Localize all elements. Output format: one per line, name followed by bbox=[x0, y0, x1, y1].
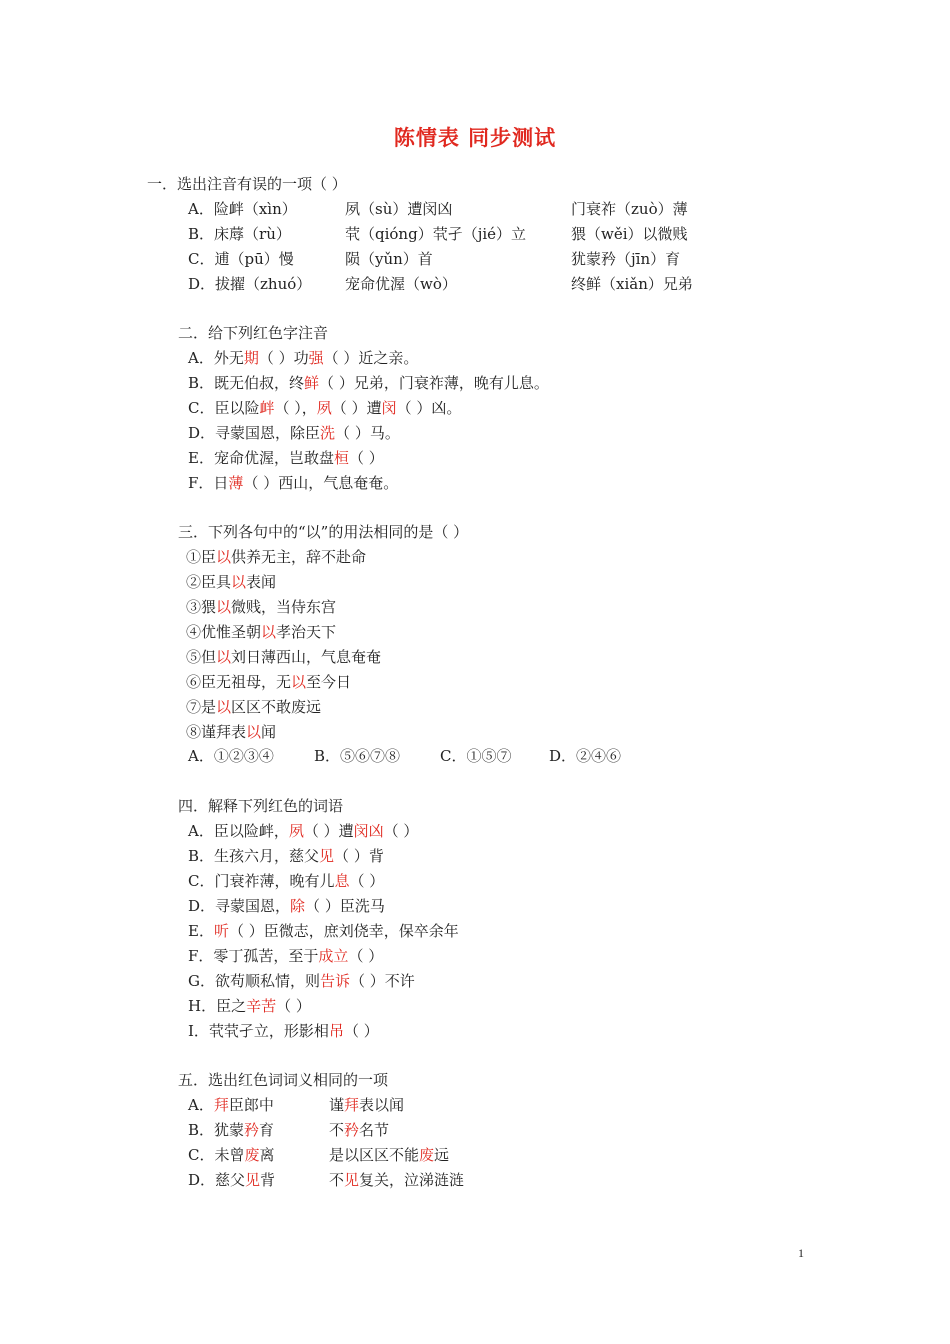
text-segment: （ ）凶。 bbox=[396, 399, 462, 417]
q5-option-cell bbox=[188, 1145, 275, 1165]
highlighted-word: 吊 bbox=[328, 1022, 344, 1040]
q3-option: B．⑤⑥⑦⑧ bbox=[314, 747, 401, 765]
page-title: 陈情表 同步测试 bbox=[393, 126, 557, 150]
text-segment: ⑤但 bbox=[186, 648, 217, 666]
q3-sentence bbox=[186, 722, 276, 742]
q1-option-cell: 终鲜（xiǎn）兄弟 bbox=[571, 275, 693, 293]
text-segment: 名节 bbox=[359, 1121, 390, 1139]
q3-sentence bbox=[186, 647, 381, 667]
highlighted-word: 矜 bbox=[344, 1121, 360, 1139]
q1-option-cell: 陨（yǔn）首 bbox=[345, 250, 433, 268]
text-segment: 不 bbox=[329, 1121, 345, 1139]
text-segment: ⑥臣无祖母，无 bbox=[186, 673, 292, 691]
q5-option-cell bbox=[188, 1120, 274, 1140]
text-segment: C．臣以险 bbox=[188, 399, 260, 417]
q2-heading: 二．给下列红色字注音 bbox=[178, 324, 329, 342]
q1-option-cell: 门衰祚（zuò）薄 bbox=[571, 200, 688, 218]
q3-sentence bbox=[186, 697, 321, 717]
q4-item bbox=[188, 821, 418, 841]
highlighted-word: 以 bbox=[291, 673, 307, 691]
text-segment: （ ）背 bbox=[334, 847, 384, 865]
q2-item bbox=[188, 398, 461, 418]
highlighted-word: 见 bbox=[344, 1171, 360, 1189]
text-segment: ②臣具 bbox=[186, 573, 232, 591]
text-segment: 离 bbox=[259, 1146, 275, 1164]
highlighted-word: 以 bbox=[261, 623, 277, 641]
highlighted-word: 听 bbox=[213, 922, 229, 940]
text-segment: 远 bbox=[434, 1146, 450, 1164]
q1-option-cell: 宠命优渥（wò） bbox=[345, 275, 457, 293]
q3-heading: 三．下列各句中的“以”的用法相同的是（ ） bbox=[178, 523, 469, 541]
q4-item bbox=[188, 921, 459, 941]
text-segment: ①臣 bbox=[186, 548, 217, 566]
highlighted-word: 闵凶 bbox=[353, 822, 384, 840]
text-segment: 区区不敢废远 bbox=[231, 698, 322, 716]
text-segment: A．外无 bbox=[188, 349, 244, 367]
text-segment: 至今日 bbox=[306, 673, 352, 691]
q3-option: D．②④⑥ bbox=[549, 747, 622, 765]
text-segment: ⑧谨拜表 bbox=[186, 723, 247, 741]
highlighted-word: 薄 bbox=[228, 474, 244, 492]
q4-item bbox=[188, 996, 311, 1016]
text-segment: 是以区区不能 bbox=[329, 1146, 420, 1164]
highlighted-word: 洗 bbox=[320, 424, 336, 442]
text-segment: E．宠命优渥，岂敢盘 bbox=[188, 449, 334, 467]
text-segment: 臣郎中 bbox=[228, 1096, 274, 1114]
q3-option: C．①⑤⑦ bbox=[440, 747, 512, 765]
highlighted-word: 告诉 bbox=[319, 972, 350, 990]
q2-item bbox=[188, 423, 400, 443]
q1-option-cell: 茕（qióng）茕孑（jié）立 bbox=[345, 225, 527, 243]
text-segment: I．茕茕孑立，形影相 bbox=[188, 1022, 329, 1040]
text-segment: ⑦是 bbox=[186, 698, 217, 716]
text-segment: （ ） bbox=[348, 947, 384, 965]
text-segment: D．慈父 bbox=[188, 1171, 246, 1189]
q4-item bbox=[188, 846, 384, 866]
highlighted-word: 以 bbox=[216, 648, 232, 666]
text-segment: （ ）遭 bbox=[303, 822, 354, 840]
q3-sentence bbox=[186, 622, 336, 642]
q4-item bbox=[188, 1021, 379, 1041]
q3-sentence bbox=[186, 597, 336, 617]
text-segment: 刘日薄西山，气息奄奄 bbox=[231, 648, 382, 666]
text-segment: C．未曾 bbox=[188, 1146, 245, 1164]
text-segment: B．生孩六月，慈父 bbox=[188, 847, 320, 865]
q2-item bbox=[188, 348, 418, 368]
text-segment: ④优惟圣朝 bbox=[186, 623, 262, 641]
q3-option: A．①②③④ bbox=[188, 747, 274, 765]
q4-heading: 四．解释下列红色的词语 bbox=[178, 797, 344, 815]
q1-heading: 一．选出注音有误的一项（ ） bbox=[147, 175, 347, 193]
text-segment: 微贱，当侍东宫 bbox=[231, 598, 337, 616]
text-segment: （ ）马。 bbox=[335, 424, 400, 442]
text-segment: （ ）臣微志，庶刘侥幸，保卒余年 bbox=[228, 922, 459, 940]
text-segment: 表以闻 bbox=[359, 1096, 405, 1114]
text-segment: ③猥 bbox=[186, 598, 217, 616]
q1-option-cell: 夙（sù）遭闵凶 bbox=[345, 200, 453, 218]
highlighted-word: 衅 bbox=[259, 399, 275, 417]
text-segment: A．臣以险衅， bbox=[188, 822, 289, 840]
text-segment: A． bbox=[188, 1096, 214, 1114]
text-segment: D．寻蒙国恩，除臣 bbox=[188, 424, 321, 442]
highlighted-word: 废 bbox=[244, 1146, 260, 1164]
q5-option-cell bbox=[329, 1120, 389, 1140]
text-segment: G．欲苟顺私情，则 bbox=[188, 972, 320, 990]
highlighted-word: 见 bbox=[319, 847, 335, 865]
highlighted-word: 鲜 bbox=[304, 374, 320, 392]
highlighted-word: 废 bbox=[419, 1146, 435, 1164]
q3-sentence bbox=[186, 547, 366, 567]
q5-option-cell bbox=[329, 1170, 464, 1190]
q5-option-cell bbox=[188, 1170, 275, 1190]
q1-option-cell: A．险衅（xìn） bbox=[188, 200, 297, 218]
highlighted-word: 以 bbox=[216, 698, 232, 716]
q1-option-cell: B．床蓐（rù） bbox=[188, 225, 291, 243]
page-number: 1 bbox=[798, 1246, 804, 1260]
text-segment: （ ）功 bbox=[258, 349, 309, 367]
text-segment: F．零丁孤苦，至于 bbox=[188, 947, 319, 965]
highlighted-word: 见 bbox=[245, 1171, 261, 1189]
text-segment: （ ）西山，气息奄奄。 bbox=[243, 474, 399, 492]
q3-sentence bbox=[186, 672, 351, 692]
q4-item bbox=[188, 946, 383, 966]
text-segment: 供养无主，辞不赴命 bbox=[231, 548, 367, 566]
highlighted-word: 以 bbox=[231, 573, 247, 591]
text-segment: （ ）遭 bbox=[331, 399, 382, 417]
text-segment: H．臣之 bbox=[188, 997, 247, 1015]
text-segment: 不 bbox=[329, 1171, 345, 1189]
q1-option-cell: 猥（wěi）以微贱 bbox=[571, 225, 688, 243]
highlighted-word: 除 bbox=[290, 897, 306, 915]
text-segment: （ ）兄弟，门衰祚薄，晚有儿息。 bbox=[319, 374, 549, 392]
highlighted-word: 以 bbox=[216, 598, 232, 616]
q5-heading: 五．选出红色词词义相同的一项 bbox=[178, 1071, 389, 1089]
text-segment: （ ）， bbox=[274, 399, 317, 417]
q2-item bbox=[188, 373, 549, 393]
text-segment: （ ）不许 bbox=[350, 972, 415, 990]
text-segment: 育 bbox=[259, 1121, 275, 1139]
q4-item bbox=[188, 971, 415, 991]
highlighted-word: 以 bbox=[216, 548, 232, 566]
highlighted-word: 强 bbox=[308, 349, 324, 367]
text-segment: F．日 bbox=[188, 474, 229, 492]
highlighted-word: 成立 bbox=[318, 947, 349, 965]
q5-option-cell bbox=[188, 1095, 274, 1115]
text-segment: D．寻蒙国恩， bbox=[188, 897, 291, 915]
highlighted-word: 拜 bbox=[213, 1096, 229, 1114]
highlighted-word: 以 bbox=[246, 723, 262, 741]
q1-option-cell: 犹蒙矜（jīn）育 bbox=[571, 250, 681, 268]
text-segment: 背 bbox=[260, 1171, 276, 1189]
highlighted-word: 桓 bbox=[333, 449, 349, 467]
text-segment: E． bbox=[188, 922, 214, 940]
q2-item bbox=[188, 473, 398, 493]
q1-option-cell: C．逋（pū）慢 bbox=[188, 250, 294, 268]
q5-option-cell bbox=[329, 1095, 404, 1115]
highlighted-word: 矜 bbox=[244, 1121, 260, 1139]
text-segment: （ ） bbox=[276, 997, 311, 1015]
text-segment: （ ） bbox=[349, 872, 385, 890]
q1-option-cell: D．拔擢（zhuó） bbox=[188, 275, 312, 293]
text-segment: B．既无伯叔，终 bbox=[188, 374, 305, 392]
q5-option-cell bbox=[329, 1145, 449, 1165]
text-segment: B．犹蒙 bbox=[188, 1121, 245, 1139]
highlighted-word: 息 bbox=[334, 872, 350, 890]
highlighted-word: 夙 bbox=[288, 822, 304, 840]
text-segment: （ ） bbox=[383, 822, 419, 840]
text-segment: C．门衰祚薄，晚有儿 bbox=[188, 872, 335, 890]
highlighted-word: 辛苦 bbox=[246, 997, 277, 1015]
text-segment: （ ）臣洗马 bbox=[305, 897, 385, 915]
highlighted-word: 夙 bbox=[316, 399, 332, 417]
text-segment: 谨 bbox=[329, 1096, 345, 1114]
q3-sentence bbox=[186, 572, 276, 592]
text-segment: （ ）近之亲。 bbox=[323, 349, 419, 367]
q4-item bbox=[188, 896, 385, 916]
text-segment: 孝治天下 bbox=[276, 623, 337, 641]
q2-item bbox=[188, 448, 384, 468]
text-segment: 表闻 bbox=[246, 573, 277, 591]
text-segment: （ ） bbox=[348, 449, 384, 467]
text-segment: （ ） bbox=[343, 1022, 379, 1040]
text-segment: 复关，泣涕涟涟 bbox=[359, 1171, 465, 1189]
text-segment: 闻 bbox=[261, 723, 277, 741]
q4-item bbox=[188, 871, 384, 891]
highlighted-word: 拜 bbox=[344, 1096, 360, 1114]
highlighted-word: 闵 bbox=[381, 399, 397, 417]
highlighted-word: 期 bbox=[243, 349, 259, 367]
